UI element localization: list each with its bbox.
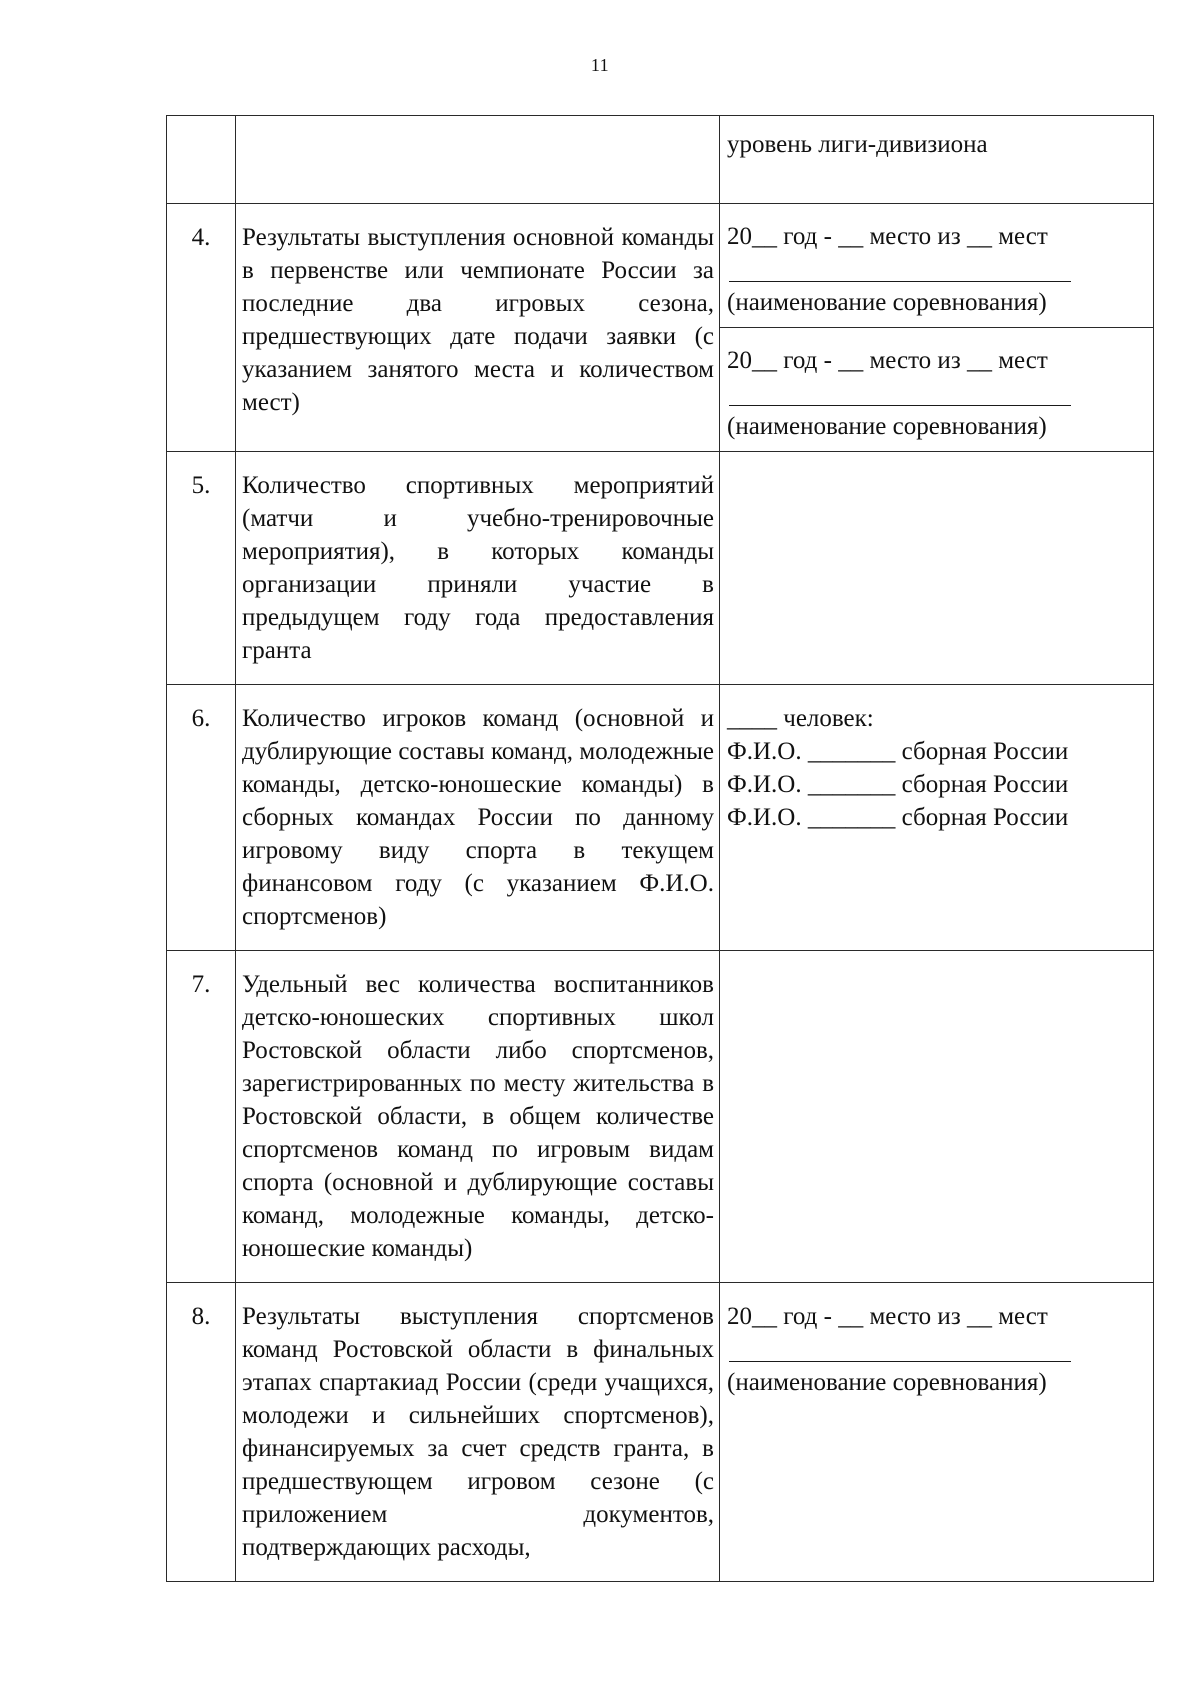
- row-description: [236, 685, 720, 951]
- row-description: [236, 204, 720, 452]
- league-level-text: уровень лиги-дивизиона: [727, 131, 988, 158]
- season-result-block-1: [720, 204, 1153, 327]
- table-row-6: [167, 685, 1154, 951]
- row-number: 6.: [167, 685, 236, 951]
- row-value-cell: [720, 116, 1154, 204]
- page-number: 11: [590, 55, 610, 75]
- row-value-cell: [720, 204, 1154, 452]
- row-value-cell: [720, 685, 1154, 951]
- season-result-line: 20__ год - __ место из __ мест: [727, 347, 1048, 374]
- competition-name-caption: (наименование соревнования): [727, 413, 1047, 440]
- table-row-5: [167, 452, 1154, 685]
- row-description-text: Количество спортивных мероприятий (матчи и учебно-тренировочные мероприятия), в которых команды организации приняли участие в предыдущем году года предоставления гранта: [242, 472, 714, 664]
- row-number: 4.: [167, 204, 236, 452]
- row-value-cell: [720, 1283, 1154, 1582]
- season-result-block-2: [720, 327, 1153, 451]
- row-description-text: Результаты выступления спортсменов команд Ростовской области в финальных этапах спартакиад России (среди учащихся, молодежи и сильнейших спортсменов), финансируемых за счет средств гранта, в предшествующем игровом сезоне (с приложением документов, подтверждающих расходы,: [242, 1303, 714, 1561]
- row-number: 5.: [167, 452, 236, 685]
- fill-in-blank-line: [727, 1333, 1147, 1366]
- player-name-line: Ф.И.О. _______ сборная России: [727, 804, 1069, 831]
- row-description: [236, 452, 720, 685]
- application-form-table: [166, 115, 1154, 1582]
- table-row-4: [167, 204, 1154, 452]
- fill-in-blank-line: [727, 253, 1147, 286]
- row-description-text: Результаты выступления основной команды в первенстве или чемпионате России за последние два игровых сезона, предшествующих дате подачи заявки (с указанием занятого места и количеством мест): [242, 224, 714, 416]
- row-number: 8.: [167, 1283, 236, 1582]
- row-value-cell: [720, 951, 1154, 1283]
- row-value-cell: [720, 452, 1154, 685]
- table-row-8: [167, 1283, 1154, 1582]
- row-description-cell: [236, 116, 720, 204]
- player-name-line: Ф.И.О. _______ сборная России: [727, 771, 1069, 798]
- row-description-text: Количество игроков команд (основной и дублирующие составы команд, молодежные команды, детско-юношеские команды) в сборных командах России по данному игровому виду спорта в текущем финансовом году (с указанием Ф.И.О. спортсменов): [242, 705, 714, 930]
- row-number-cell: [167, 116, 236, 204]
- season-result-line: 20__ год - __ место из __ мест: [727, 223, 1048, 250]
- season-result-line: 20__ год - __ место из __ мест: [727, 1303, 1048, 1330]
- fill-in-blank-line: [727, 377, 1147, 410]
- row-number: 7.: [167, 951, 236, 1283]
- row-description-text: Удельный вес количества воспитанников детско-юношеских спортивных школ Ростовской области либо спортсменов, зарегистрированных по месту жительства в Ростовской области, в общем количестве спортсменов команд по игровым видам спорта (основной и дублирующие составы команд, молодежные команды, детско-юношеские команды): [242, 971, 714, 1262]
- row-description: [236, 951, 720, 1283]
- table-row-continuation: [167, 116, 1154, 204]
- competition-name-caption: (наименование соревнования): [727, 289, 1047, 316]
- player-name-line: Ф.И.О. _______ сборная России: [727, 738, 1069, 765]
- competition-name-caption: (наименование соревнования): [727, 1369, 1047, 1396]
- table-row-7: [167, 951, 1154, 1283]
- row-description: [236, 1283, 720, 1582]
- player-count-line: ____ человек:: [727, 705, 874, 732]
